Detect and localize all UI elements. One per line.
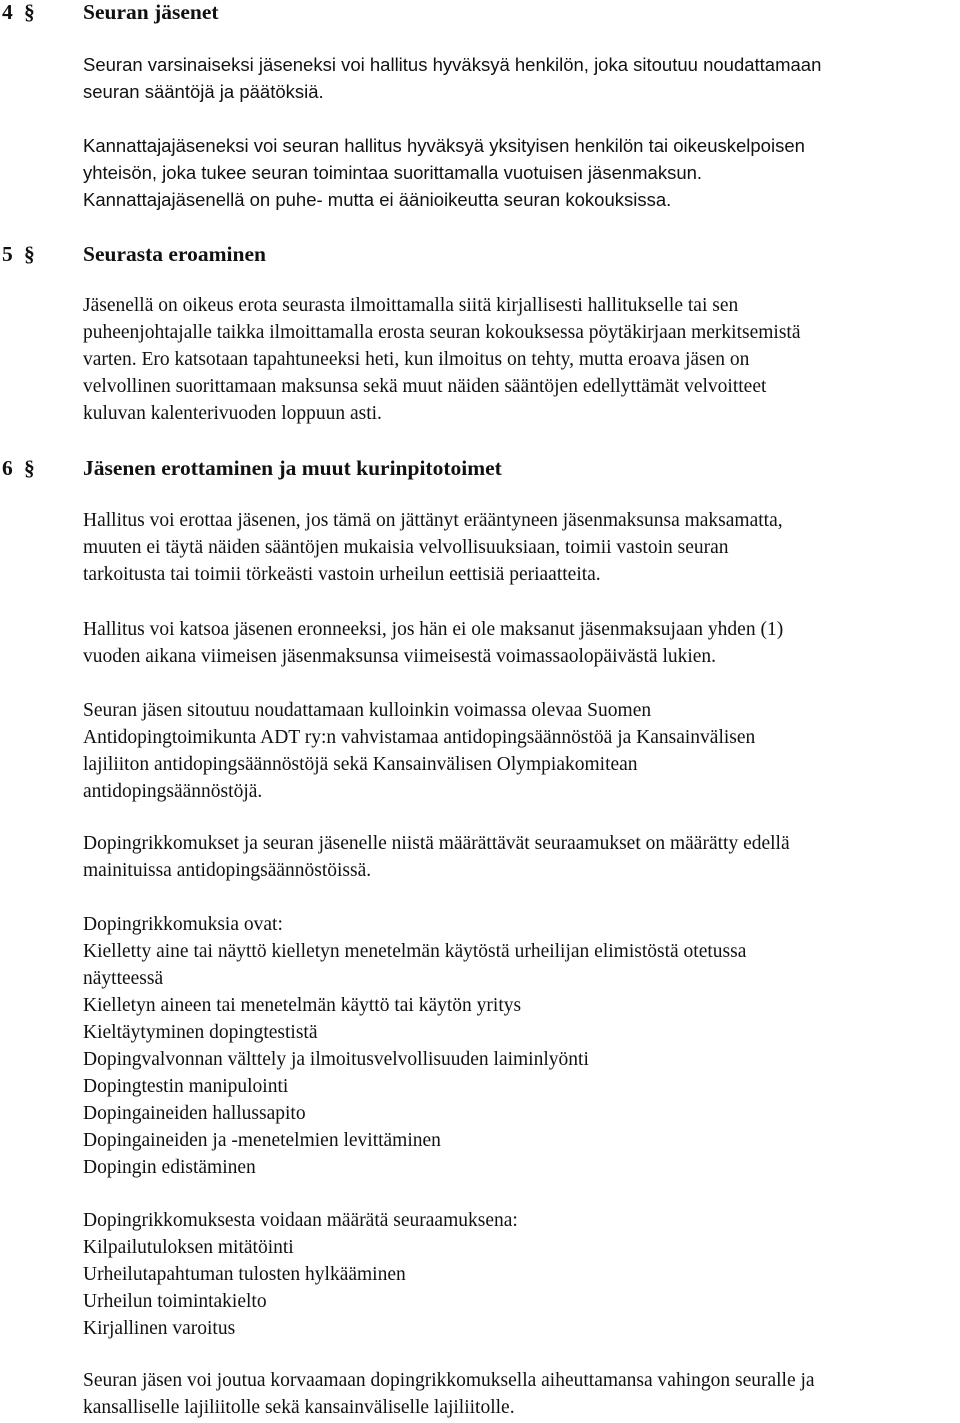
section-mark: §	[24, 0, 35, 24]
section-mark: §	[24, 456, 35, 480]
text-line: seuran sääntöjä ja päätöksiä.	[83, 81, 324, 102]
text-line: velvollinen suorittamaan maksunsa sekä muut näiden sääntöjen edellyttämät velvoitteet	[83, 376, 767, 397]
section-number: 4	[2, 0, 13, 24]
text-line: Dopingrikkomukset ja seuran jäsenelle niistä määrättävät seuraamukset on määrätty edellä	[83, 833, 790, 854]
paragraph	[83, 1367, 955, 1421]
paragraph	[83, 292, 955, 427]
text-line: mainituissa antidopingsäännöstöissä.	[83, 860, 372, 881]
list-item: Kielletty aine tai näyttö kielletyn menetelmän käytöstä urheilijan elimistöstä otetussa	[83, 941, 747, 962]
list-item: Dopingvalvonnan välttely ja ilmoitusvelvollisuuden laiminlyönti	[83, 1049, 589, 1070]
paragraph	[83, 51, 955, 105]
text-line: Kannattajajäseneksi voi seuran hallitus hyväksyä yksityisen henkilön tai oikeuskelpoisen	[83, 135, 805, 156]
list-item: Kilpailutuloksen mitätöinti	[83, 1237, 294, 1258]
list-item: Dopingaineiden hallussapito	[83, 1103, 306, 1124]
text-line: Seuran varsinaiseksi jäseneksi voi hallitus hyväksyä henkilön, joka sitoutuu noudattamaan	[83, 54, 822, 75]
section-mark: §	[24, 242, 35, 266]
text-line: Hallitus voi katsoa jäsenen eronneeksi, jos hän ei ole maksanut jäsenmaksujaan yhden (1)	[83, 619, 784, 640]
list-item: näytteessä	[83, 968, 164, 989]
text-line: Hallitus voi erottaa jäsenen, jos tämä on jättänyt erääntyneen jäsenmaksunsa maksamatta,	[83, 510, 783, 531]
paragraph	[83, 507, 955, 588]
paragraph	[83, 830, 955, 884]
text-line: muuten ei täytä näiden sääntöjen mukaisia velvollisuuksiaan, toimii vastoin seuran	[83, 537, 729, 558]
text-line: vuoden aikana viimeisen jäsenmaksunsa viimeisestä voimassaolopäivästä lukien.	[83, 646, 717, 667]
list-item: Dopingaineiden ja -menetelmien levittäminen	[83, 1130, 441, 1151]
text-line: puheenjohtajalle taikka ilmoittamalla erosta seuran kokouksessa pöytäkirjaan merkitsemistä	[83, 322, 801, 343]
section-title: Seuran jäsenet	[83, 0, 219, 24]
section-title: Seurasta eroaminen	[83, 242, 266, 266]
list-item: Dopingtestin manipulointi	[83, 1076, 289, 1097]
section-number: 6	[2, 456, 13, 480]
text-line: antidopingsäännöstöjä.	[83, 781, 263, 802]
text-line: tarkoitusta tai toimii törkeästi vastoin urheilun eettisiä periaatteita.	[83, 564, 601, 585]
list-item: Urheilutapahtuman tulosten hylkääminen	[83, 1264, 406, 1285]
text-line: kansalliselle lajiliitolle sekä kansainväliselle lajiliitolle.	[83, 1397, 515, 1418]
list-heading: Dopingrikkomuksia ovat:	[83, 914, 283, 935]
text-line: Seuran jäsen voi joutua korvaamaan dopingrikkomuksella aiheuttamansa vahingon seuralle ja	[83, 1370, 815, 1391]
sanctions-list	[83, 1207, 955, 1342]
text-line: varten. Ero katsotaan tapahtuneeksi heti, kun ilmoitus on tehty, mutta eroava jäsen on	[83, 349, 750, 370]
text-line: Kannattajajäsenellä on puhe- mutta ei äänioikeutta seuran kokouksissa.	[83, 189, 672, 210]
section-title: Jäsenen erottaminen ja muut kurinpitotoimet	[83, 456, 502, 480]
text-line: lajiliiton antidopingsäännöstöjä sekä Kansainvälisen Olympiakomitean	[83, 754, 638, 775]
text-line: Seuran jäsen sitoutuu noudattamaan kulloinkin voimassa olevaa Suomen	[83, 700, 652, 721]
list-item: Kirjallinen varoitus	[83, 1318, 236, 1339]
section-number: 5	[2, 242, 13, 266]
list-item: Dopingin edistäminen	[83, 1157, 256, 1178]
text-line: yhteisön, joka tukee seuran toimintaa suorittamalla vuotuisen jäsenmaksun.	[83, 162, 703, 183]
text-line: kuluvan kalenterivuoden loppuun asti.	[83, 403, 382, 424]
list-item: Kielletyn aineen tai menetelmän käyttö tai käytön yritys	[83, 995, 522, 1016]
list-heading: Dopingrikkomuksesta voidaan määrätä seuraamuksena:	[83, 1210, 518, 1231]
list-item: Urheilun toimintakielto	[83, 1291, 267, 1312]
paragraph	[83, 697, 955, 805]
text-line: Jäsenellä on oikeus erota seurasta ilmoittamalla siitä kirjallisesti hallitukselle tai sen	[83, 295, 739, 316]
text-line: Antidopingtoimikunta ADT ry:n vahvistamaa antidopingsäännöstöä ja Kansainvälisen	[83, 727, 756, 748]
list-item: Kieltäytyminen dopingtestistä	[83, 1022, 318, 1043]
paragraph	[83, 616, 955, 670]
doping-violations-list	[83, 911, 955, 1181]
paragraph	[83, 132, 955, 213]
